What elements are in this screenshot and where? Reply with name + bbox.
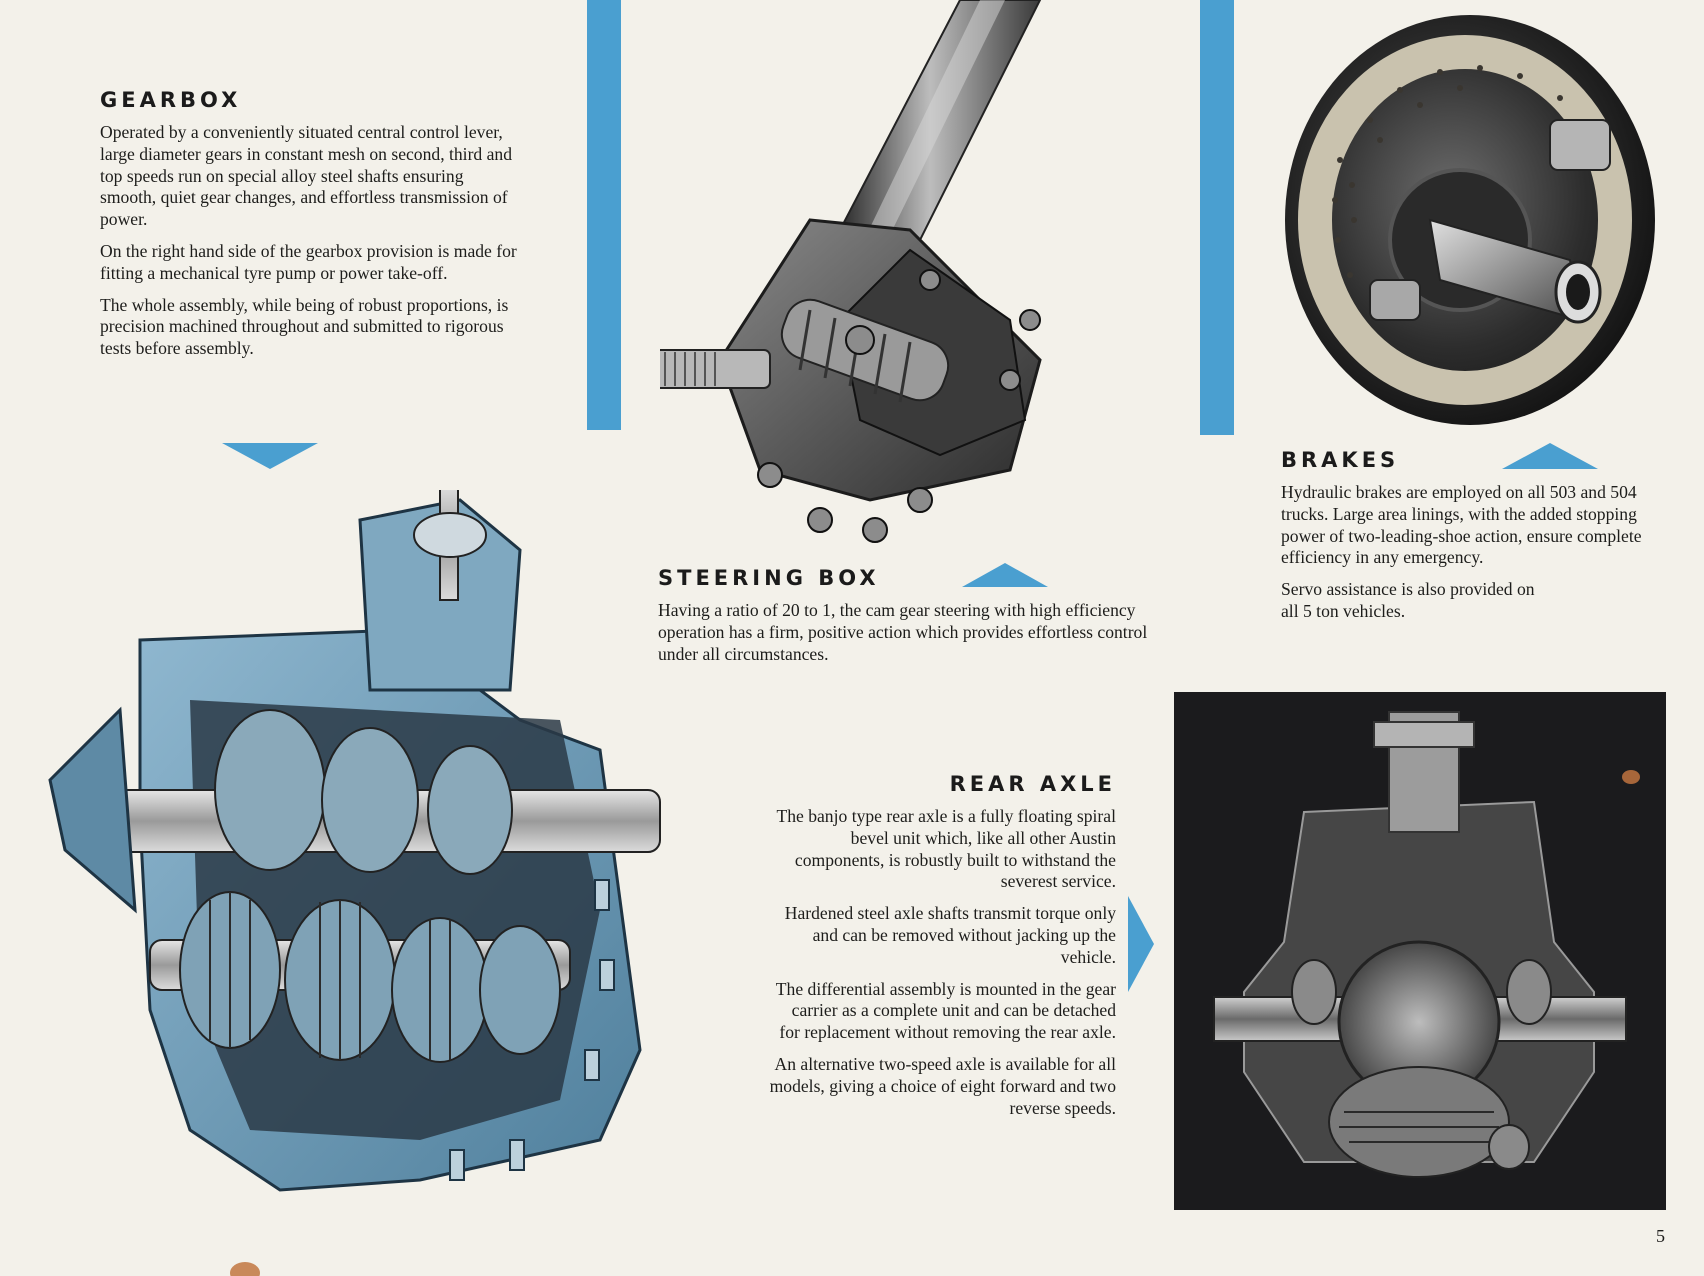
steering-box-section [658,566,1148,675]
gearbox-paragraph-2: On the right hand side of the gearbox provision is made for fitting a mechanical tyre pump or power take-off. [100,240,517,283]
brakes-section [1281,448,1661,633]
rear-axle-heading: REAR AXLE [949,772,1116,796]
rear-axle-paragraph-2: Hardened steel axle shafts transmit torque only and can be removed without jacking up the vehicle. [784,903,1116,967]
rear-axle-section [768,772,1116,1129]
down-triangle-icon [222,443,318,469]
paper-stain [230,1262,260,1276]
steering-box-paragraph-1: Having a ratio of 20 to 1, the cam gear steering with high efficiency operation has a firm, positive action which provides effortless control under all circumstances. [658,600,1148,664]
accent-bar-right [1200,0,1234,435]
gearbox-paragraph-3: The whole assembly, while being of robust proportions, is precision machined throughout and submitted to rigorous tests before assembly. [100,294,509,359]
brake-drum-illustration [1280,10,1660,430]
brakes-paragraph-2: Servo assistance is also provided on all 5 ton vehicles. [1281,579,1535,621]
rear-axle-photo [1174,692,1666,1210]
rear-axle-paragraph-4: An alternative two-speed axle is available for all models, giving a choice of eight forward and two reverse speeds. [769,1053,1116,1118]
rear-axle-paragraph-1: The banjo type rear axle is a fully floating spiral bevel unit which, like all other Austin components, is robustly built to withstand the severest service. [776,806,1116,892]
gearbox-section [100,88,520,370]
page-number: 5 [1656,1226,1665,1246]
gearbox-cutaway-illustration [40,490,680,1210]
gearbox-paragraph-1: Operated by a conveniently situated central control lever, large diameter gears in constant mesh on second, third and top speeds run on special alloy steel shafts ensuring smooth, quiet gear changes, and effortless transmission of power. [100,122,513,230]
brakes-heading: BRAKES [1281,448,1400,472]
brakes-paragraph-1: Hydraulic brakes are employed on all 503 and 504 trucks. Large area linings, with the added stopping power of two-leading-shoe action, ensure complete efficiency in any emergency. [1281,482,1642,568]
steering-box-illustration [660,0,1080,550]
accent-bar-center [587,0,621,430]
steering-box-heading: STEERING BOX [658,566,880,590]
paper-stain [1622,770,1640,784]
rear-axle-paragraph-3: The differential assembly is mounted in the gear carrier as a complete unit and can be detached for replacement without removing the rear axle. [775,978,1116,1043]
right-triangle-icon [1128,896,1154,992]
gearbox-heading: GEARBOX [100,88,242,112]
